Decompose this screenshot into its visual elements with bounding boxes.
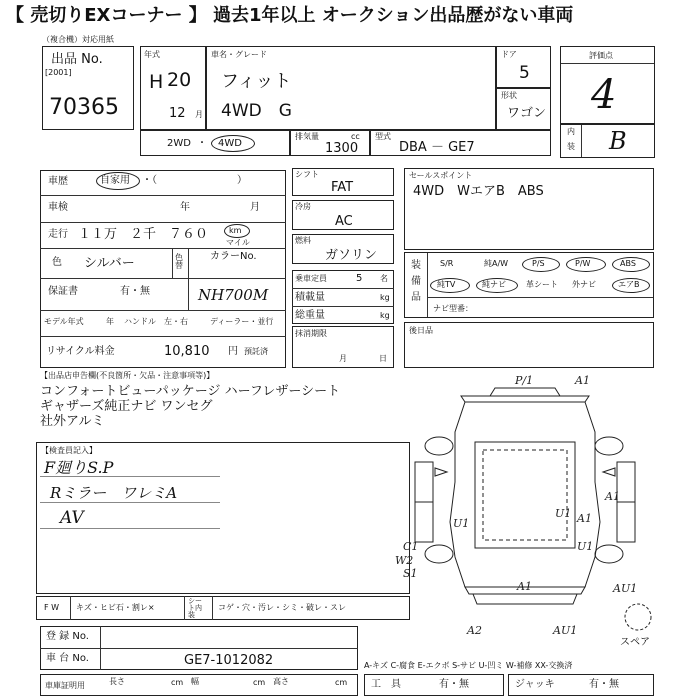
car-grade: 4WD G bbox=[221, 101, 292, 121]
equipment-label-1: 装 bbox=[411, 260, 421, 271]
shift-box bbox=[292, 168, 394, 196]
cancel-date-day: 日 bbox=[379, 354, 387, 363]
model-row-year: 年 bbox=[106, 317, 114, 326]
score-label: 評価点 bbox=[589, 51, 613, 60]
model-year-box bbox=[140, 46, 206, 130]
cancel-date-label: 抹消期限 bbox=[295, 329, 327, 338]
mileage-label: 走行 bbox=[48, 229, 68, 240]
fuel-value: ガソリン bbox=[325, 248, 378, 263]
vehicle-info-table bbox=[40, 170, 286, 368]
model-code-value: DBA － GE7 bbox=[399, 140, 475, 155]
load-label: 積載量 bbox=[295, 292, 325, 303]
displacement-box bbox=[290, 130, 370, 156]
equip-sr: S/R bbox=[440, 259, 454, 268]
diagram-mark-a1-right: A1 bbox=[605, 490, 620, 503]
recycle-unit: 円 bbox=[228, 346, 238, 357]
capacity-value: 5 bbox=[356, 273, 363, 284]
diagram-mark-a1-top: A1 bbox=[575, 374, 590, 387]
cancel-date-box bbox=[292, 326, 394, 368]
equipment-label-2: 備 bbox=[411, 276, 421, 287]
gross-weight-unit: kg bbox=[380, 311, 390, 320]
mileage-mile: マイル bbox=[226, 238, 250, 247]
fuel-label: 燃料 bbox=[295, 236, 311, 245]
jack-box bbox=[508, 674, 654, 696]
diagram-mark-a1-rear: A1 bbox=[517, 580, 532, 593]
model-row-handle: ハンドル 左・右 bbox=[124, 317, 188, 326]
certificate-unit-1: cm bbox=[171, 678, 184, 687]
header-banner bbox=[0, 0, 700, 34]
equip-pure-navi: 純ナビ bbox=[482, 280, 506, 289]
model-row-label: モデル年式 bbox=[44, 317, 84, 326]
diagram-mark-a1-lower: A1 bbox=[577, 512, 592, 525]
lot-box bbox=[42, 46, 134, 130]
jack-value: 有・無 bbox=[589, 679, 619, 690]
aircon-label: 冷房 bbox=[295, 202, 311, 211]
mileage-km: km bbox=[229, 226, 242, 235]
recycle-value: 10,810 bbox=[164, 344, 210, 359]
remarks-line-1: コンフォートビューパッケージ ハーフレザーシート bbox=[40, 384, 341, 399]
certificate-label: 車庫証明用 bbox=[45, 681, 85, 690]
interior-label-1: 内 bbox=[567, 127, 575, 136]
color-code-label: カラーNo. bbox=[210, 251, 257, 262]
car-name: フィット bbox=[221, 71, 292, 92]
car-damage-diagram bbox=[395, 372, 700, 637]
car-name-box bbox=[206, 46, 496, 130]
warranty-label: 保証書 bbox=[48, 286, 78, 297]
model-code-box bbox=[370, 130, 551, 156]
registration-label: 登 録 No. bbox=[46, 631, 89, 642]
shift-value: FAT bbox=[331, 180, 354, 195]
remarks-line-3: 社外アルミ bbox=[40, 414, 105, 429]
equip-aw: 純A/W bbox=[484, 259, 509, 268]
defects-fw-items: キズ・ヒビ石・割レ× bbox=[76, 603, 155, 612]
diagram-mark-au1-rear: AU1 bbox=[553, 624, 578, 637]
score-value: 4 bbox=[591, 72, 617, 118]
selling-points-value: 4WD WエアB ABS bbox=[413, 184, 544, 199]
capacity-label: 乗車定員 bbox=[295, 274, 327, 283]
drive-4wd: 4WD bbox=[218, 138, 242, 149]
tools-label: 工 具 bbox=[371, 679, 401, 690]
score-box bbox=[560, 46, 655, 124]
mileage-value: １１万 ２千 ７６０ bbox=[78, 227, 209, 242]
equipment-label-3: 品 bbox=[411, 292, 421, 303]
displacement-label: 排気量 bbox=[295, 132, 319, 141]
defect-legend: A-キズ C-腐食 E-エクボ S-サビ U-凹ミ W-補修 XX-交換済 bbox=[364, 661, 573, 670]
chassis-value: GE7-1012082 bbox=[184, 653, 274, 668]
equip-pw: P/W bbox=[575, 259, 591, 268]
warranty-value: 有・無 bbox=[120, 286, 150, 297]
tools-value: 有・無 bbox=[439, 679, 469, 690]
cancel-date-month: 月 bbox=[339, 354, 347, 363]
remarks-line-2: ギャザーズ純正ナビ ワンセグ bbox=[40, 399, 213, 414]
diagram-mark-s1: S1 bbox=[403, 567, 418, 580]
drive-2wd: 2WD bbox=[167, 138, 191, 149]
doors-label: ドア bbox=[501, 50, 517, 59]
model-year-label: 年式 bbox=[144, 50, 160, 59]
lot-label: 出品 No. bbox=[51, 52, 103, 67]
shift-label: シフト bbox=[295, 170, 319, 179]
doors-box bbox=[496, 46, 551, 88]
load-unit: kg bbox=[380, 293, 390, 302]
body-shape-label: 形状 bbox=[501, 91, 517, 100]
certificate-length: 長さ bbox=[109, 677, 125, 686]
car-name-label: 車名・グレード bbox=[211, 50, 267, 59]
spare-label: スペア bbox=[620, 637, 650, 648]
model-year-era: H bbox=[149, 71, 164, 93]
interior-box bbox=[560, 124, 655, 158]
recycle-note: 預託済 bbox=[244, 347, 268, 356]
lot-number: 70365 bbox=[49, 95, 119, 120]
certificate-unit-3: cm bbox=[335, 678, 348, 687]
inspection-year-unit: 年 bbox=[180, 202, 190, 213]
capacity-unit: 名 bbox=[380, 274, 388, 283]
model-row-dealer: ディーラー・並行 bbox=[210, 317, 274, 326]
inspection-label: 車検 bbox=[48, 202, 68, 213]
history-rest: ・（ ） bbox=[142, 175, 247, 186]
defects-seat-items: コゲ・穴・汚レ・シミ・破レ・スレ bbox=[218, 603, 346, 612]
equip-tv: 純TV bbox=[437, 280, 456, 289]
diagram-mark-w2: W2 bbox=[395, 554, 414, 567]
equip-abs: ABS bbox=[620, 259, 636, 268]
body-shape-value: ワゴン bbox=[507, 106, 547, 121]
inspector-title: 【検査員記入】 bbox=[41, 446, 97, 455]
lot-stamp: [2001] bbox=[45, 68, 72, 77]
header-title: 【 売切りEXコーナー 】 過去1年以上 オークション出品歴がない車両 bbox=[6, 5, 574, 26]
inspector-note-2: Rミラー ワレミA bbox=[50, 484, 178, 502]
certificate-unit-2: cm bbox=[253, 678, 266, 687]
certificate-width: 幅 bbox=[191, 677, 199, 686]
diagram-mark-au1-right: AU1 bbox=[613, 582, 638, 595]
diagram-mark-a2: A2 bbox=[467, 624, 482, 637]
recycle-label: リサイクル料金 bbox=[46, 346, 115, 357]
diagram-mark-c1: C1 bbox=[403, 540, 419, 553]
diagram-mark-u1-lower: U1 bbox=[577, 540, 594, 553]
remarks-title: 【出品店申告欄(不良箇所・欠品・注意事項等)】 bbox=[40, 371, 215, 380]
equip-leather: 革シート bbox=[526, 280, 558, 289]
fuel-box bbox=[292, 234, 394, 264]
model-month-unit: 月 bbox=[195, 110, 203, 119]
drive-box bbox=[140, 130, 290, 156]
equip-ps: P/S bbox=[532, 259, 545, 268]
interior-value: B bbox=[609, 127, 627, 155]
body-shape-box bbox=[496, 88, 551, 130]
later-dates-label: 後日品 bbox=[409, 326, 433, 335]
color-code-value: NH700M bbox=[198, 286, 269, 304]
jack-label: ジャッキ bbox=[515, 679, 555, 690]
inspection-month-unit: 月 bbox=[250, 202, 260, 213]
gross-weight-label: 総重量 bbox=[295, 310, 325, 321]
doors-value: 5 bbox=[519, 63, 530, 83]
defects-fw-label: F W bbox=[44, 603, 60, 612]
equip-ext-navi: 外ナビ bbox=[572, 280, 596, 289]
later-dates-box bbox=[404, 322, 654, 368]
certificate-box bbox=[40, 674, 358, 696]
diagram-mark-u1-right: U1 bbox=[555, 507, 572, 520]
color-value: シルバー bbox=[84, 256, 135, 271]
history-value: 自家用 bbox=[100, 175, 130, 186]
certificate-height: 高さ bbox=[273, 677, 289, 686]
diagram-mark-p1: P/1 bbox=[515, 374, 534, 387]
model-year-value: 20 bbox=[167, 69, 192, 91]
history-label: 車歴 bbox=[48, 176, 68, 187]
drive-dot: ・ bbox=[197, 138, 207, 149]
selling-points-label: セールスポイント bbox=[409, 171, 473, 180]
diagram-mark-u1-left: U1 bbox=[453, 517, 470, 530]
model-month-value: 12 bbox=[169, 106, 186, 121]
aircon-box bbox=[292, 200, 394, 230]
selling-points-box bbox=[404, 168, 654, 250]
interior-label-2: 装 bbox=[567, 142, 575, 151]
sub-heading: （複合機）対応用紙 bbox=[42, 35, 114, 44]
color-change-label: 色替 bbox=[175, 253, 183, 270]
displacement-value: 1300 bbox=[325, 141, 359, 156]
inspector-note-1: F廻りS.P bbox=[44, 458, 114, 477]
defects-seat-label: シート内装 bbox=[188, 597, 202, 619]
equip-airbag: エアB bbox=[618, 280, 640, 289]
tools-box bbox=[364, 674, 504, 696]
aircon-value: AC bbox=[335, 214, 353, 229]
inspector-note-3: AV bbox=[60, 508, 84, 528]
displacement-unit: cc bbox=[351, 132, 360, 141]
color-label: 色 bbox=[52, 257, 62, 268]
model-code-label: 型式 bbox=[375, 132, 391, 141]
equipment-navi: ナビ型番： bbox=[433, 304, 473, 313]
chassis-label: 車 台 No. bbox=[46, 653, 89, 664]
